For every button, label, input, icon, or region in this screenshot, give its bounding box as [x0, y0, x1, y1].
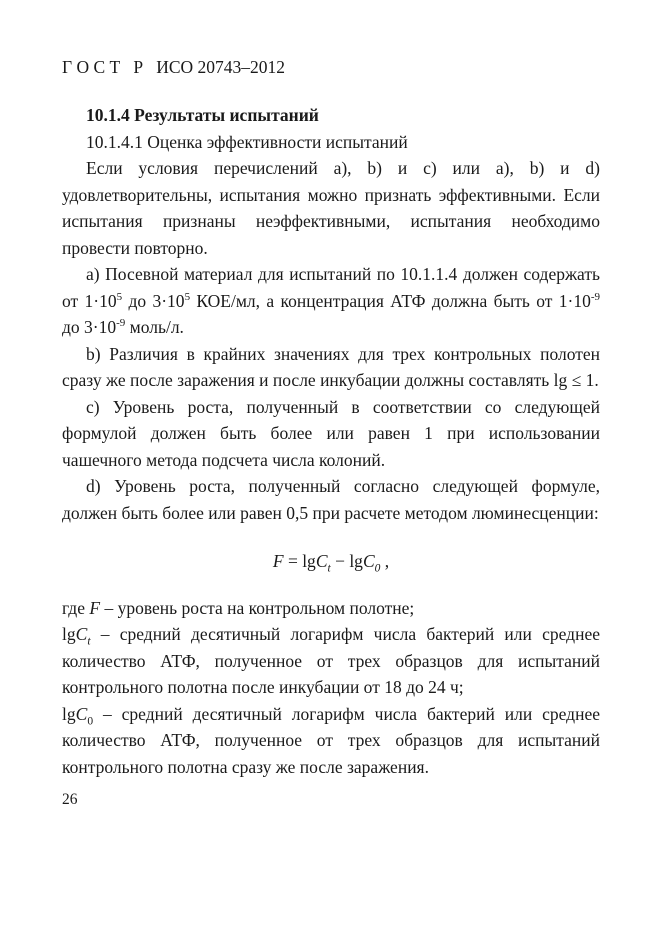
paragraph-item-c: c) Уровень роста, полученный в соответствии со следующей формулой должен быть более или равен 1 при использовании чашечного метода подсчета числа колоний.	[62, 396, 600, 470]
definition-lg-c0: lgC$_0$ – средний десятичный логарифм числа бактерий или среднее количество АТФ, полученное от трех образцов для испытаний контрольного полотна сразу же после заражения.	[62, 703, 600, 777]
definition-lg-ct: lgC$_t$ – средний десятичный логарифм числа бактерий или среднее количество АТФ, полученное от трех образцов для испытаний контрольного полотна после инкубации от 18 до 24 ч;	[62, 624, 600, 697]
paragraph-item-a: a) Посевной материал для испытаний по 10.1.1.4 должен содержать от $1\cdot 10^5$ до $3\cdot 10^5$ КОЕ/мл, а концентрация АТФ должна быть от $1\cdot 10^{-9}$ до $3\cdot 10^{-9}$ моль/л.	[62, 264, 601, 337]
paragraph-intro: Если условия перечислений a), b) и c) или a), b) и d) удовлетворительны, испытания можно признать эффективными. Если испытания признаны неэффективными, испытания необходимо провести повторно.	[62, 158, 600, 258]
section-heading: 10.1.4 Результаты испытаний	[86, 105, 319, 125]
paragraph-item-d: d) Уровень роста, полученный согласно следующей формуле, должен быть более или равен 0,5 при расчете методом люминесценции:	[62, 476, 600, 523]
paragraph-item-b: b) Различия в крайних значениях для трех контрольных полотен сразу же после заражения и после инкубации должны составлять lg ≤ 1.	[62, 343, 600, 390]
document-content	[62, 102, 600, 780]
section-subheading: 10.1.4.1 Оценка эффективности испытаний	[86, 131, 408, 152]
page-number: 26	[62, 791, 78, 808]
definition-where-f: где F – уровень роста на контрольном полотне;	[62, 597, 415, 618]
formula-growth-level: F = lgC$_t$ − lgC$_0$ ,	[272, 551, 390, 575]
running-header: Г О С Т Р ИСО 20743–2012	[62, 57, 286, 77]
